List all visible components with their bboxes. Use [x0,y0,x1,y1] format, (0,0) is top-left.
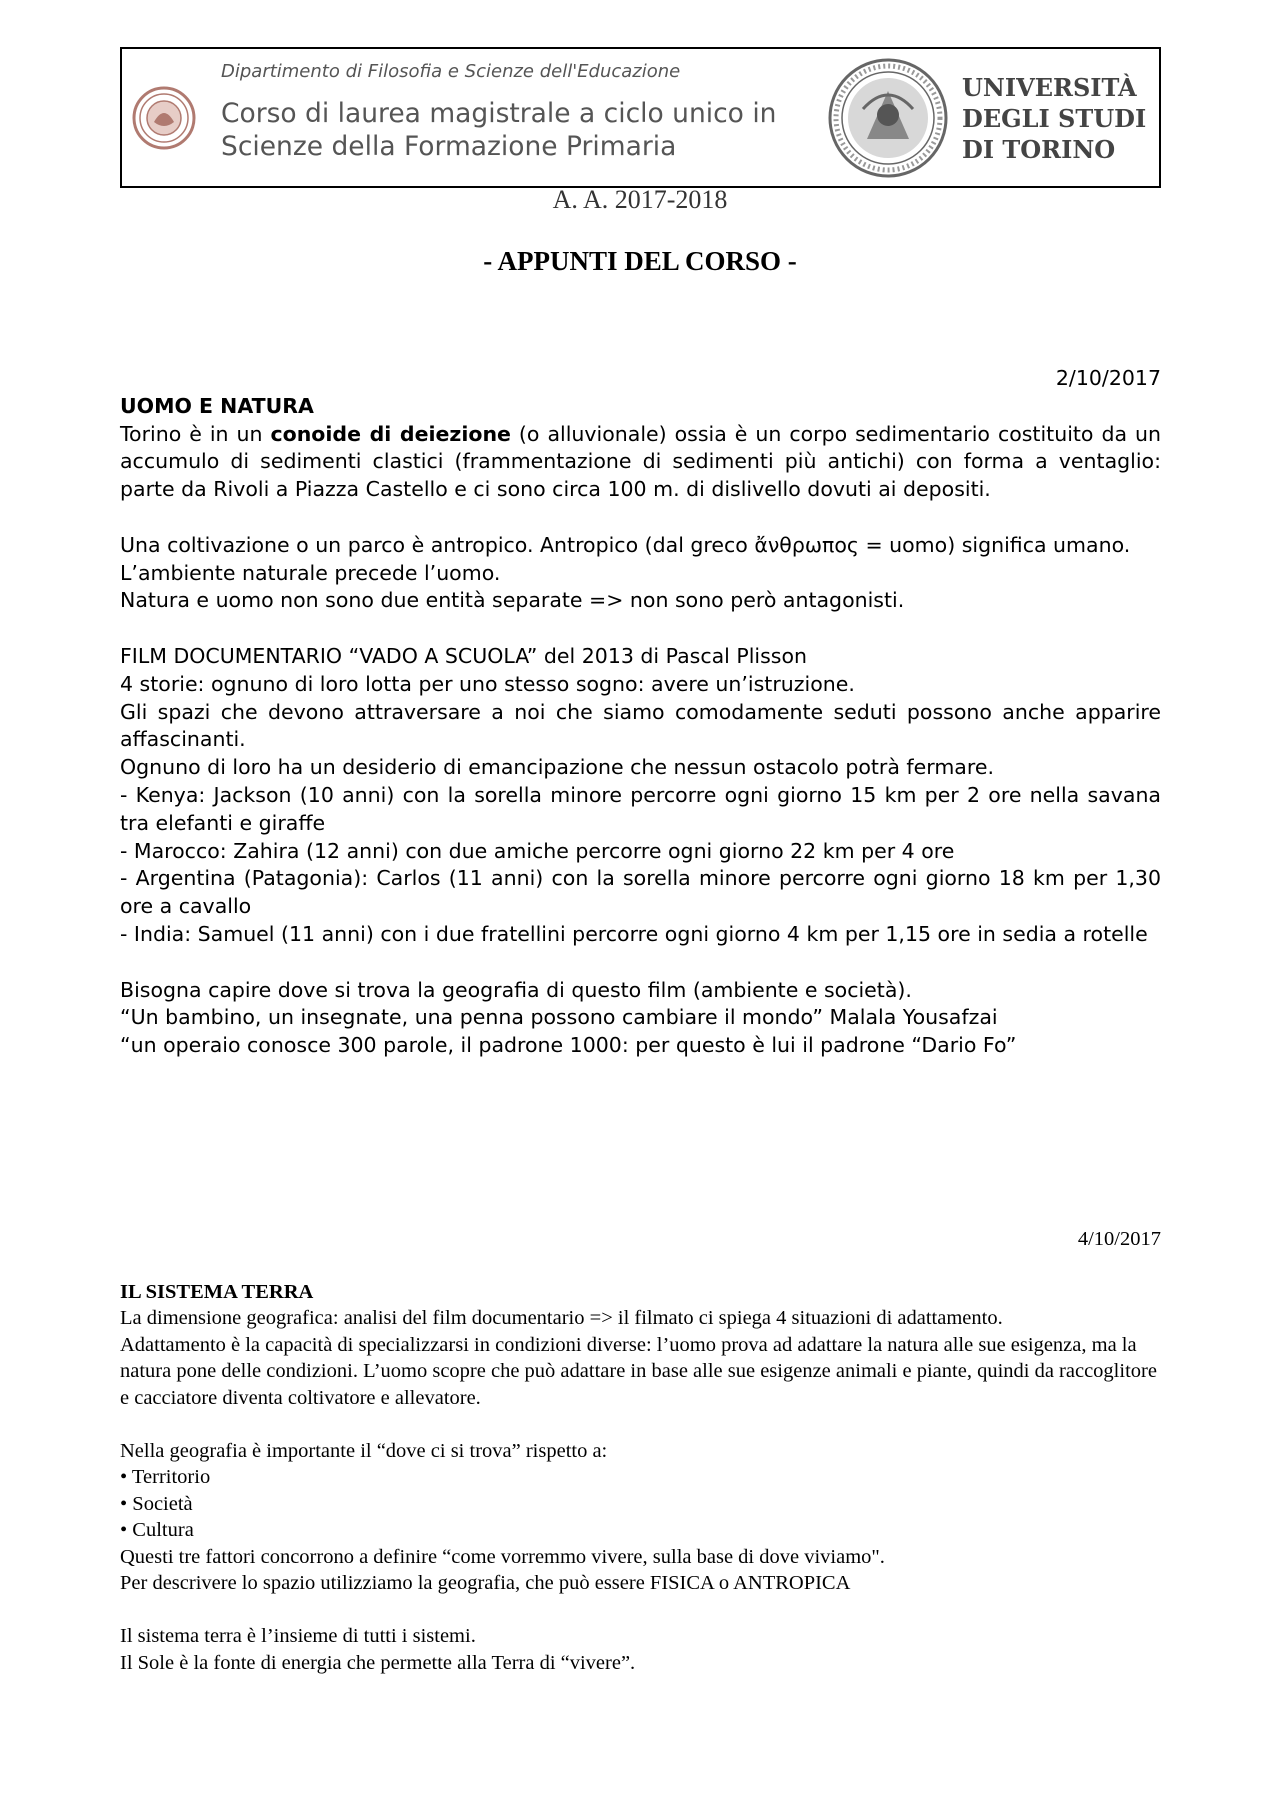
film-line: - Kenya: Jackson (10 anni) con la sorella minore percorre ogni giorno 15 km per 2 ore nella savana tra elefanti e giraffe [120,782,1161,835]
bullet-item: • Territorio [120,1466,211,1488]
academic-year: A. A. 2017-2018 [552,185,728,214]
section2-heading: IL SISTEMA TERRA [120,1280,314,1303]
p1-text-end: (o alluvionale) ossia è un corpo sedimentario costituito da un accumulo di sedimenti clastici (frammentazione di sedimenti più antichi) con forma a ventaglio: parte da Rivoli a Piazza Castello e ci sono circa 100 m. di dislivello dovuti ai depositi. [120,421,1162,502]
section1-paragraph-2: Una coltivazione o un parco è antropico. Antropico (dal greco ἄνθρωπος = uomo) significa umano. [120,532,1131,557]
section1-paragraph-4: Natura e uomo non sono due entità separate => non sono però antagonisti. [120,588,905,613]
section2-paragraph-6: Il sistema terra è l’insieme di tutti i sistemi. [120,1625,476,1647]
university-line-2: DEGLI STUDI [962,104,1147,133]
document-title: - APPUNTI DEL CORSO - [483,246,797,276]
section2-paragraph-2: Adattamento è la capacità di specializzarsi in condizioni diverse: l’uomo prova ad adattare la natura alle sue esigenza, ma la natura pone delle condizioni. L’uomo scopre che può adattare in base alle sue esigenze animali e piante, quindi da raccoglitore e cacciatore diventa coltivatore e allevatore. [120,1333,1157,1409]
film-line: Gli spazi che devono attraversare a noi che siamo comodamente seduti possono anche apparire affascinanti. [120,699,1161,752]
p1-text-start: Torino è in un [120,421,271,446]
section2-paragraph-4: Questi tre fattori concorrono a definire “come vorremmo vivere, sulla base di dove viviamo". [120,1545,885,1568]
department-seal-icon [132,86,196,150]
university-name [962,72,1146,165]
section2-paragraph-1: La dimensione geografica: analisi del film documentario => il filmato ci spiega 4 situazioni di adattamento. [120,1307,1003,1329]
university-line-3: DI TORINO [962,135,1116,164]
closing-line: Bisogna capire dove si trova la geografia di questo film (ambiente e società). [120,977,912,1002]
section-il-sistema-terra [120,1226,1161,1676]
closing-line: “Un bambino, un insegnate, una penna possono cambiare il mondo” Malala Yousafzai [120,1005,998,1030]
film-title: FILM DOCUMENTARIO “VADO A SCUOLA” del 2013 di Pascal Plisson [120,643,808,668]
film-line: Ognuno di loro ha un desiderio di emancipazione che nessun ostacolo potrà fermare. [120,755,994,780]
film-line: - Argentina (Patagonia): Carlos (11 anni) con la sorella minore percorre ogni giorno 18 km per 1,30 ore a cavallo [120,866,1161,919]
bullet-item: • Cultura [120,1519,194,1541]
film-line: 4 storie: ognuno di loro lotta per uno stesso sogno: avere un’istruzione. [120,671,855,696]
course-line-1: Corso di laurea magistrale a ciclo unico in [221,98,777,129]
department-name: Dipartimento di Filosofia e Scienze dell'Educazione [221,61,681,82]
course-name [221,97,776,163]
section1-date: 2/10/2017 [1055,366,1161,390]
course-line-2: Scienze della Formazione Primaria [221,131,677,162]
section2-paragraph-5: Per descrivere lo spazio utilizziamo la geografia, che può essere FISICA o ANTROPICA [120,1572,851,1594]
header-banner [120,47,1161,188]
section-uomo-e-natura [120,365,1161,1060]
film-line: - India: Samuel (11 anni) con i due fratellini percorre ogni giorno 4 km per 1,15 ore in sedia a rotelle [120,921,1148,946]
section2-paragraph-3: Nella geografia è importante il “dove ci si trova” rispetto a: [120,1439,608,1462]
section1-paragraph-1 [120,421,1161,504]
section2-date: 4/10/2017 [1077,1228,1161,1250]
film-line: - Marocco: Zahira (12 anni) con due amiche percorre ogni giorno 22 km per 4 ore [120,838,955,863]
university-seal-icon [827,57,949,179]
p1-bold-term: conoide di deiezione [270,421,511,446]
section1-heading: UOMO E NATURA [120,393,314,418]
university-line-1: UNIVERSITÀ [962,73,1137,102]
closing-line: “un operaio conosce 300 parole, il padrone 1000: per questo è lui il padrone “Dario Fo” [120,1033,1017,1058]
section2-paragraph-7: Il Sole è la fonte di energia che permette alla Terra di “vivere”. [120,1651,636,1674]
section1-paragraph-3: L’ambiente naturale precede l’uomo. [120,560,501,585]
bullet-item: • Società [120,1492,193,1515]
